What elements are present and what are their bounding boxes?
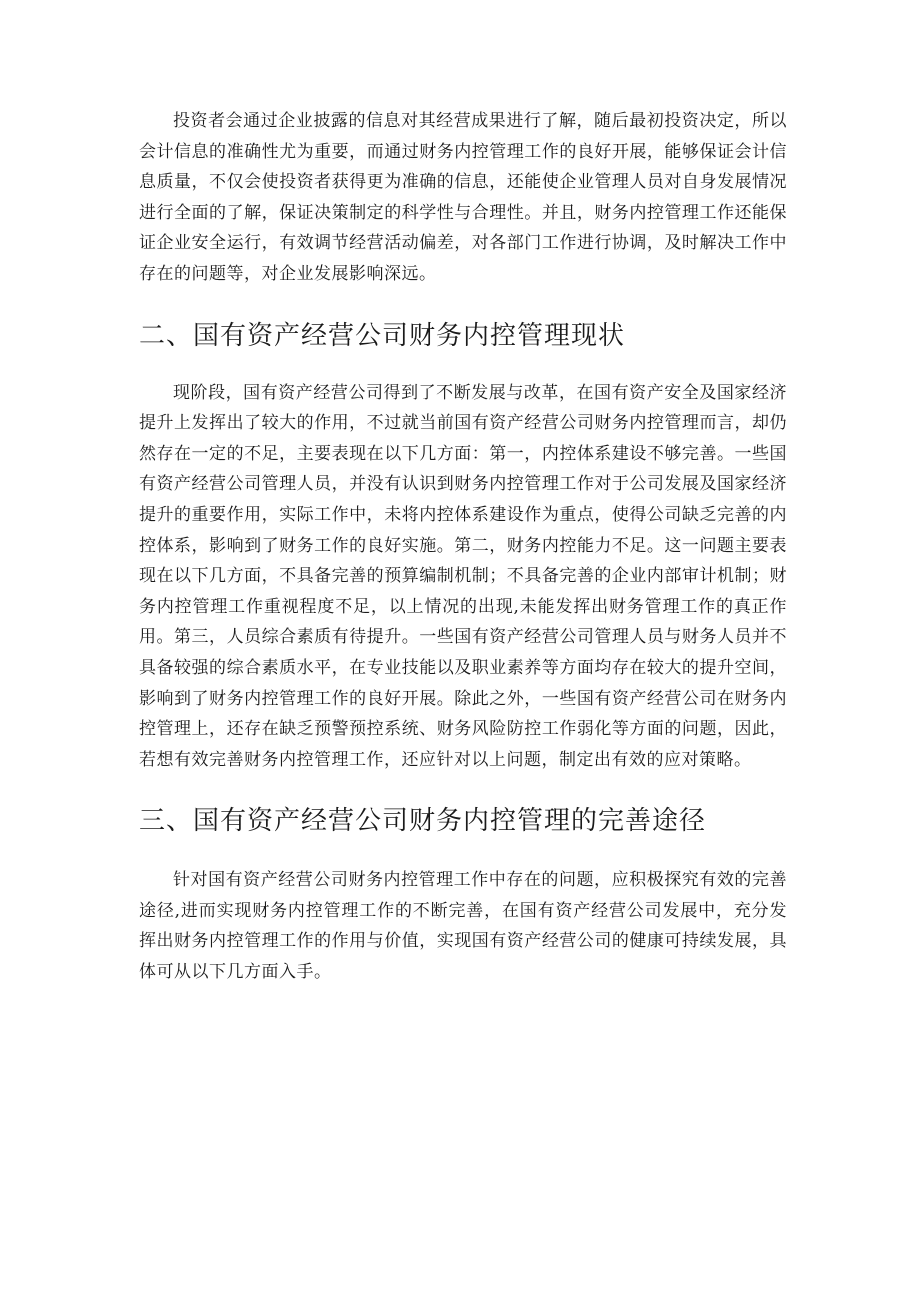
paragraph-current-status: 现阶段，国有资产经营公司得到了不断发展与改革，在国有资产安全及国家经济提升上发挥出了较大的作用，不过就当前国有资产经营公司财务内控管理而言，却仍然存在一定的不足，主要表现在以下几方面：第一，内控体系建设不够完善。一些国有资产经营公司管理人员，并没有认识到财务内控管理工作对于公司发展及国家经济提升的重要作用，实际工作中，未将内控体系建设作为重点，使得公司缺乏完善的内控体系，影响到了财务工作的良好实施。第二，财务内控能力不足。这一问题主要表现在以下几方面，不具备完善的预算编制机制；不具备完善的企业内部审计机制；财务内控管理工作重视程度不足，以上情况的出现,未能发挥出财务管理工作的真正作用。第三，人员综合素质有待提升。一些国有资产经营公司管理人员与财务人员并不具备较强的综合素质水平，在专业技能以及职业素养等方面均存在较大的提升空间，影响到了财务内控管理工作的良好开展。除此之外，一些国有资产经营公司在财务内控管理上，还存在缺乏预警预控系统、财务风险防控工作弱化等方面的问题，因此，若想有效完善财务内控管理工作，还应针对以上问题，制定出有效的应对策略。 — [139, 382, 787, 770]
section-heading-current-status: 二、国有资产经营公司财务内控管理现状 — [139, 320, 626, 351]
document-page — [139, 100, 787, 988]
paragraph-improvement-paths: 针对国有资产经营公司财务内控管理工作中存在的问题，应积极探究有效的完善途径,进而实现财务内控管理工作的不断完善，在国有资产经营公司发展中，充分发挥出财务内控管理工作的作用与价值，实现国有资产经营公司的健康可持续发展，具体可从以下几方面入手。 — [139, 870, 787, 983]
paragraph-investor-information: 投资者会通过企业披露的信息对其经营成果进行了解，随后最初投资决定，所以会计信息的准确性尤为重要，而通过财务内控管理工作的良好开展，能够保证会计信息质量，不仅会使投资者获得更为准确的信息，还能使企业管理人员对自身发展情况进行全面的了解，保证决策制定的科学性与合理性。并且，财务内控管理工作还能保证企业安全运行，有效调节经营活动偏差，对各部门工作进行协调，及时解决工作中存在的问题等，对企业发展影响深远。 — [139, 111, 787, 284]
section-heading-improvement-paths: 三、国有资产经营公司财务内控管理的完善途径 — [139, 806, 707, 837]
